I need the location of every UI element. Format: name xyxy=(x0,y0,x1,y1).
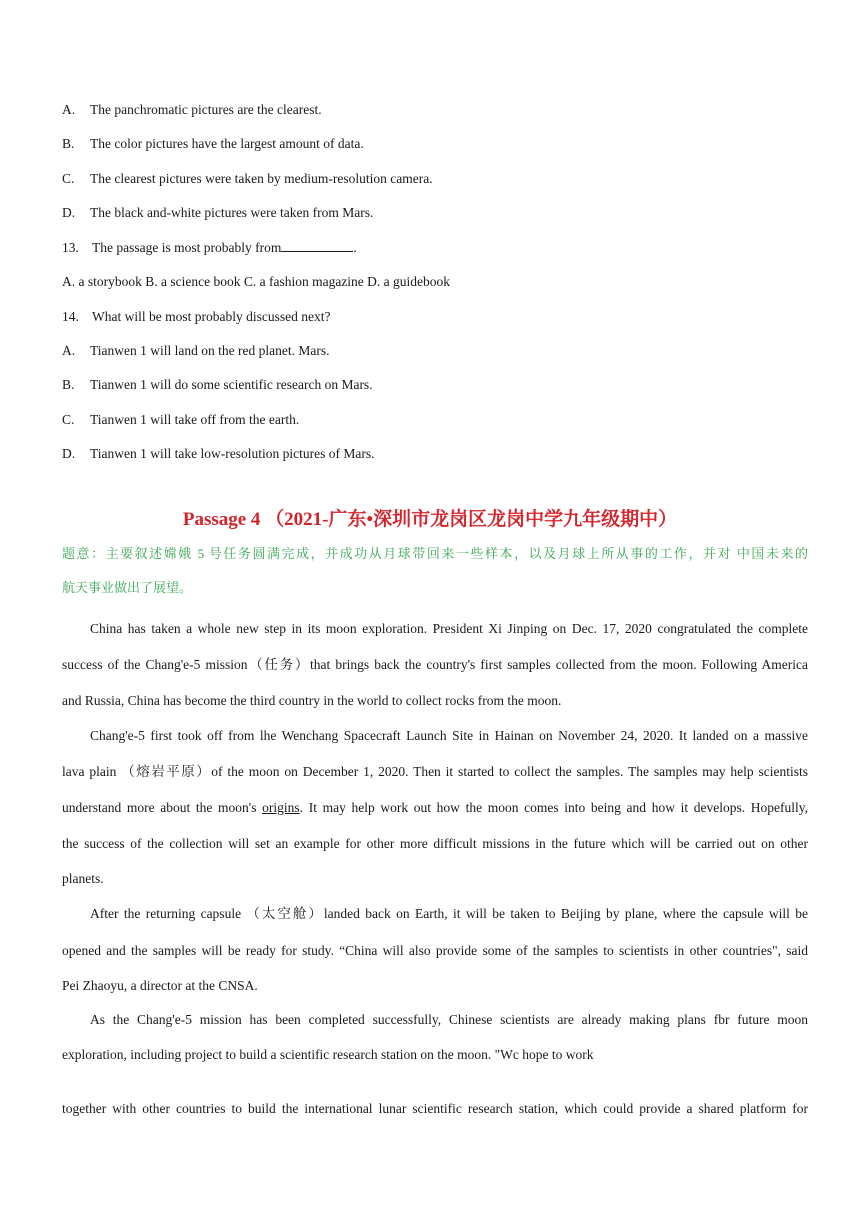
paragraph-2-line-3: understand more about the moon's origins. It may help work out how the moon comes into being and how it develops. Hopefully, xyxy=(62,800,808,815)
paragraph-3-line-2: opened and the samples will be ready for study. “China will also provide some of the samples to scientists in other countries", said xyxy=(62,943,808,958)
q12-option-b: B. The color pictures have the largest amount of data. xyxy=(62,136,364,151)
q14-stem: 14. What will be most probably discussed next? xyxy=(62,309,331,324)
paragraph-1-line-1: China has taken a whole new step in its moon exploration. President Xi Jinping on Dec. 17, 2020 congratulated the complete xyxy=(90,621,808,636)
paragraph-1-line-3: and Russia, China has become the third country in the world to collect rocks from the moon. xyxy=(62,693,562,708)
paragraph-2-line-1: Chang'e-5 first took off from lhe Wenchang Spacecraft Launch Site in Hainan on November 24, 2020. It landed on a massive xyxy=(90,728,808,743)
q14-option-c: C. Tianwen 1 will take off from the earth. xyxy=(62,412,300,427)
q14-option-b: B. Tianwen 1 will do some scientific research on Mars. xyxy=(62,377,373,392)
q14-option-d: D. Tianwen 1 will take low-resolution pictures of Mars. xyxy=(62,446,375,461)
q12-option-a: A. The panchromatic pictures are the clearest. xyxy=(62,102,322,117)
paragraph-1-line-2: success of the Chang'e-5 mission（任务）that brings back the country's first samples collected from the moon. Following America xyxy=(62,657,808,672)
paragraph-4-line-2: exploration, including project to build a scientific research station on the moon. "Wc hope to work xyxy=(62,1047,594,1062)
answer-blank xyxy=(281,239,353,252)
paragraph-2-line-5: planets. xyxy=(62,871,104,886)
paragraph-4-line-1: As the Chang'e-5 mission has been completed successfully, Chinese scientists are already making plans fbr future moon xyxy=(90,1012,808,1027)
passage-title: Passage 4 （2021-广东•深圳市龙岗区龙岗中学九年级期中） xyxy=(182,509,678,530)
passage-hint-line-1: 题意：主要叙述嫦娥 5 号任务圆满完成，并成功从月球带回来一些样本，以及月球上所从事的工作，并对 中国未来的 xyxy=(62,546,808,561)
q12-option-c: C. The clearest pictures were taken by medium-resolution camera. xyxy=(62,171,433,186)
paragraph-4-line-3: together with other countries to build the international lunar scientific research station, which could provide a shared platform for xyxy=(62,1101,808,1116)
q13-options: A. a storybook B. a science book C. a fashion magazine D. a guidebook xyxy=(62,274,451,289)
paragraph-2-line-4: the success of the collection will set an example for other more difficult missions in the future which will be carried out on other xyxy=(62,836,808,851)
passage-hint-line-2: 航天事业做出了展望。 xyxy=(62,580,193,595)
paragraph-3-line-1: After the returning capsule （太空舱）landed back on Earth, it will be taken to Beijing by plane, where the capsule will be xyxy=(90,906,808,921)
paragraph-2-line-2: lava plain （熔岩平原）of the moon on December 1, 2020. Then it started to collect the samples. The samples may help scientists xyxy=(62,764,808,779)
q12-option-d: D. The black and-white pictures were taken from Mars. xyxy=(62,205,374,220)
paragraph-3-line-3: Pei Zhaoyu, a director at the CNSA. xyxy=(62,978,258,993)
q14-option-a: A. Tianwen 1 will land on the red planet. Mars. xyxy=(62,343,330,358)
q13-stem: 13. The passage is most probably from . xyxy=(62,240,357,255)
underlined-word: origins xyxy=(262,800,300,815)
